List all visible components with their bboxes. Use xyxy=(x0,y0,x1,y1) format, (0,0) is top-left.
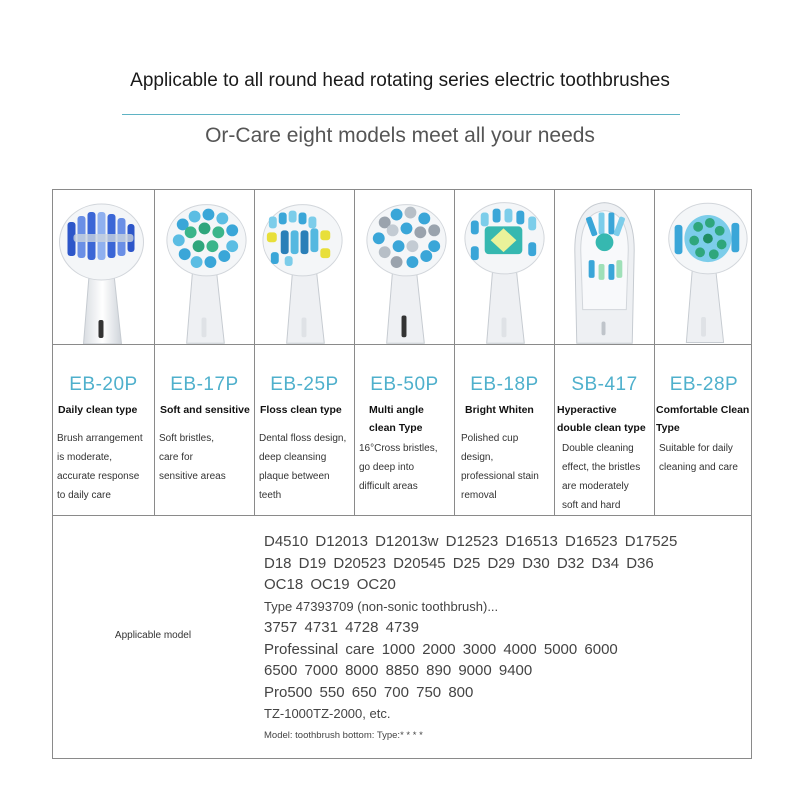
description-line: 16°Cross bristles, xyxy=(359,443,438,454)
model-code: EB-28P xyxy=(669,374,739,395)
description-line: deep cleansing xyxy=(259,452,327,463)
model-type: Multi angle clean Type xyxy=(369,404,424,434)
eb50p-brush-head-image xyxy=(355,190,454,344)
model-list-line: 3757 4731 4728 4739 xyxy=(264,619,419,636)
product-cell-eb25p xyxy=(255,345,354,515)
row-divider xyxy=(53,515,751,516)
description-line: cleaning and care xyxy=(659,462,738,473)
product-cell-eb18p xyxy=(455,345,554,515)
product-cell-eb17p xyxy=(155,345,254,515)
model-list-line: TZ-1000TZ-2000, etc. xyxy=(264,706,391,721)
model-type: Bright Whiten xyxy=(465,404,534,416)
page-subtitle: Or-Care eight models meet all your needs xyxy=(205,124,595,147)
model-description xyxy=(255,429,354,505)
model-list-line: Professinal care 1000 2000 3000 4000 5000 6000 xyxy=(264,640,618,658)
model-description xyxy=(53,429,154,505)
applicable-model-list xyxy=(264,531,744,747)
description-line: Brush arrangement xyxy=(57,433,143,444)
product-cell-eb20p xyxy=(53,345,154,515)
model-list-line: Pro500 550 650 700 750 800 xyxy=(264,683,474,701)
model-description xyxy=(455,429,554,505)
description-line: difficult areas xyxy=(359,481,418,492)
description-line: effect, the bristles xyxy=(562,462,641,473)
description-line: Soft bristles, xyxy=(159,433,215,444)
description-line: is moderate, xyxy=(57,452,113,463)
model-code: EB-17P xyxy=(170,374,239,395)
eb28p-brush-head-image xyxy=(655,190,753,344)
model-list-line: 6500 7000 8000 8850 890 9000 9400 xyxy=(264,662,533,679)
comparison-table xyxy=(52,189,752,759)
product-cell-eb50p xyxy=(355,345,454,515)
description-line: removal xyxy=(461,490,497,501)
model-code: EB-18P xyxy=(470,374,539,395)
model-description xyxy=(155,429,254,486)
model-list-line: OC18 OC19 OC20 xyxy=(264,576,396,593)
model-list-line: Model: toothbrush bottom: Type:* * * * xyxy=(264,729,423,741)
description-line: teeth xyxy=(259,490,282,501)
description-line: Double cleaning xyxy=(562,443,634,454)
description-line: plaque between xyxy=(259,471,330,482)
description-line: professional stain xyxy=(461,471,539,482)
model-code: EB-25P xyxy=(270,374,339,395)
page-title: Applicable to all round head rotating series electric toothbrushes xyxy=(130,70,670,91)
description-line: sensitive areas xyxy=(159,471,226,482)
model-list-line: D4510 D12013 D12013w D12523 D16513 D16523 D17525 xyxy=(264,533,678,550)
sb417-brush-head-image xyxy=(555,190,654,344)
description-line: design, xyxy=(461,452,494,463)
description-line: to daily care xyxy=(57,490,111,501)
eb17p-brush-head-image xyxy=(155,190,254,344)
model-code: EB-20P xyxy=(69,374,138,395)
model-description xyxy=(655,439,753,477)
eb20p-brush-head-image xyxy=(53,190,154,344)
model-type: Hyperactive double clean type xyxy=(557,404,646,434)
applicable-model-label: Applicable model xyxy=(114,630,192,641)
model-description xyxy=(555,439,654,515)
model-code: EB-50P xyxy=(370,374,439,395)
description-line: go deep into xyxy=(359,462,415,473)
product-cell-eb28p xyxy=(655,345,753,515)
eb25p-brush-head-image xyxy=(255,190,354,344)
eb18p-brush-head-image xyxy=(455,190,554,344)
description-line: are moderately xyxy=(562,481,629,492)
model-list-line: D18 D19 D20523 D20545 D25 D29 D30 D32 D34 D36 xyxy=(264,554,654,572)
model-code: SB-417 xyxy=(571,374,638,395)
model-type: Floss clean type xyxy=(260,404,342,416)
description-line: Dental floss design, xyxy=(259,433,347,444)
description-line: Suitable for daily xyxy=(659,443,733,454)
description-line: soft and hard xyxy=(562,500,621,511)
model-type: Comfortable Clean Type xyxy=(656,404,750,434)
model-description xyxy=(355,439,454,496)
description-line: accurate response xyxy=(57,471,140,482)
model-type: Daily clean type xyxy=(58,404,138,416)
title-divider xyxy=(122,114,680,115)
model-type: Soft and sensitive xyxy=(160,404,250,416)
description-line: Polished cup xyxy=(461,433,519,444)
description-line: care for xyxy=(159,452,193,463)
product-cell-sb417 xyxy=(555,345,654,515)
model-list-line: Type 47393709 (non-sonic toothbrush)... xyxy=(264,598,499,614)
